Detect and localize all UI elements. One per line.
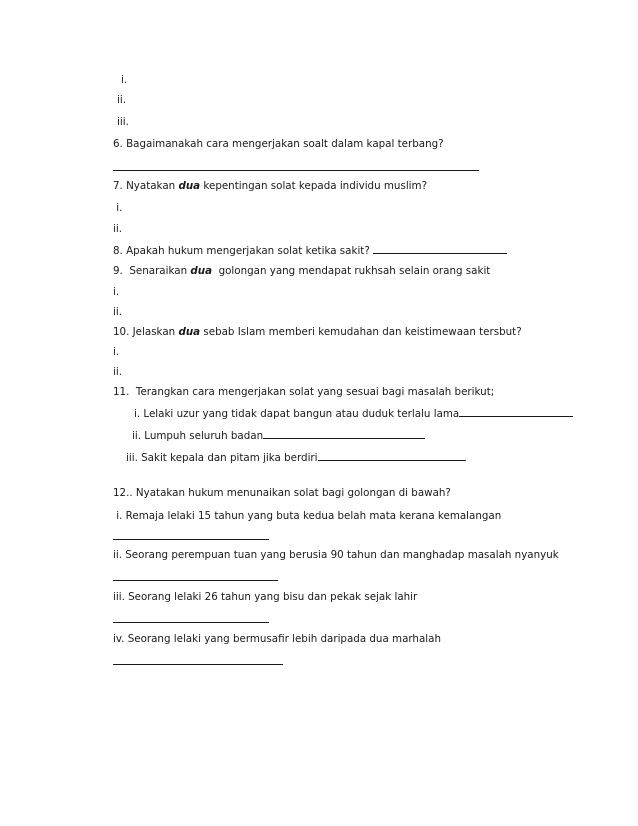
answer-line[interactable] bbox=[459, 406, 573, 417]
list-item: i. bbox=[113, 286, 120, 298]
list-item: ii. bbox=[117, 94, 126, 106]
sub-question: iii. Sakit kepala dan pitam jika berdiri bbox=[126, 450, 466, 465]
answer-line[interactable] bbox=[263, 428, 425, 439]
question-11: 11. Terangkan cara mengerjakan solat yang sesuai bagi masalah berikut; bbox=[113, 386, 495, 398]
question-8: 8. Apakah hukum mengerjakan solat ketika sakit? bbox=[113, 243, 507, 258]
answer-line[interactable] bbox=[113, 622, 269, 623]
sub-question: ii. Seorang perempuan tuan yang berusia 90 tahun dan manghadap masalah nyanyuk bbox=[113, 549, 559, 561]
emphasis-dua: dua bbox=[178, 326, 201, 338]
list-item: ii. bbox=[113, 223, 122, 235]
sub-question: iii. Seorang lelaki 26 tahun yang bisu dan pekak sejak lahir bbox=[113, 591, 418, 603]
answer-line[interactable] bbox=[113, 580, 278, 581]
list-item: i. bbox=[113, 202, 123, 214]
list-item: ii. bbox=[113, 306, 122, 318]
question-12: 12.. Nyatakan hukum menunaikan solat bagi golongan di bawah? bbox=[113, 487, 451, 499]
sub-question: iv. Seorang lelaki yang bermusafir lebih daripada dua marhalah bbox=[113, 633, 441, 645]
answer-line[interactable] bbox=[113, 664, 283, 665]
list-item: ii. bbox=[113, 366, 122, 378]
sub-question: i. Lelaki uzur yang tidak dapat bangun atau duduk terlalu lama bbox=[134, 406, 573, 421]
question-6: 6. Bagaimanakah cara mengerjakan soalt dalam kapal terbang? bbox=[113, 138, 444, 150]
answer-line[interactable] bbox=[318, 450, 466, 461]
question-10: 10. Jelaskan dua sebab Islam memberi kemudahan dan keistimewaan tersbut? bbox=[113, 326, 522, 338]
sub-question: i. Remaja lelaki 15 tahun yang buta kedua belah mata kerana kemalangan bbox=[113, 510, 502, 522]
list-item: iii. bbox=[117, 116, 129, 128]
answer-line[interactable] bbox=[113, 539, 269, 540]
question-9: 9. Senaraikan dua golongan yang mendapat rukhsah selain orang sakit bbox=[113, 265, 491, 277]
answer-line[interactable] bbox=[113, 170, 479, 171]
question-7: 7. Nyatakan dua kepentingan solat kepada individu muslim? bbox=[113, 180, 428, 192]
emphasis-dua: dua bbox=[178, 180, 201, 192]
emphasis-dua: dua bbox=[190, 265, 213, 277]
list-item: i. bbox=[121, 74, 128, 86]
answer-line[interactable] bbox=[373, 243, 507, 254]
list-item: i. bbox=[113, 346, 120, 358]
sub-question: ii. Lumpuh seluruh badan bbox=[132, 428, 425, 443]
